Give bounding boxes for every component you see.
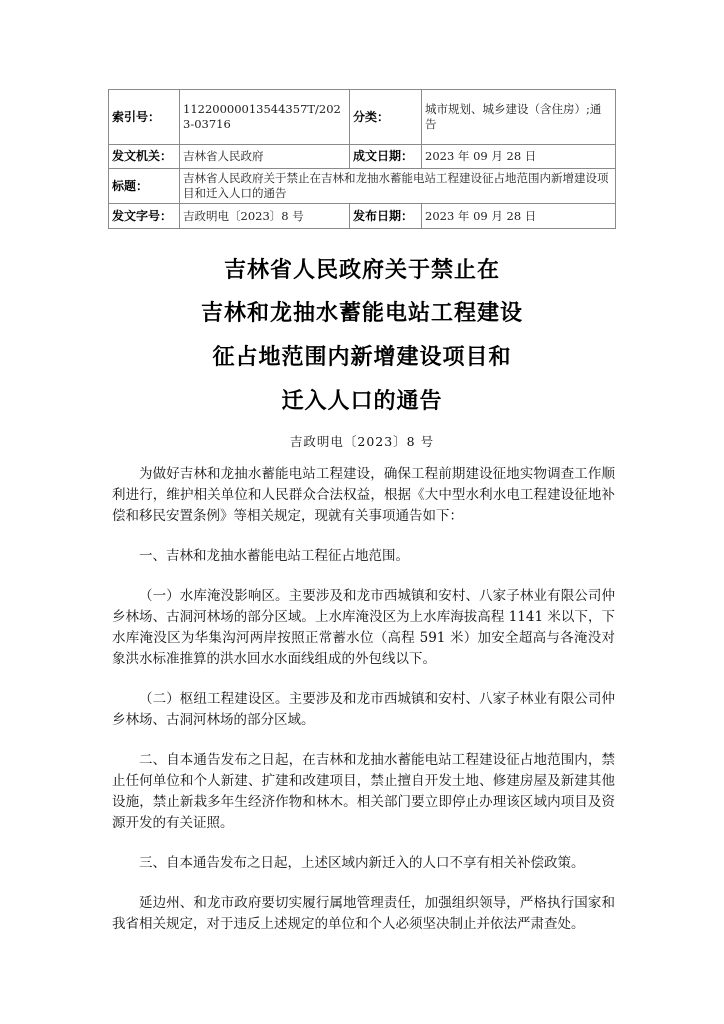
- title-line-3: 征占地范围内新增建设项目和: [212, 345, 512, 370]
- docno-label: 发文字号：: [109, 204, 180, 229]
- metadata-row-docno: [109, 204, 616, 229]
- title-line-1: 吉林省人民政府关于禁止在: [223, 258, 500, 283]
- paragraph-closing: 延边州、和龙市政府要切实履行属地管理责任，加强组织领导，严格执行国家和我省相关规定，对于违反上述规定的单位和个人必须坚决制止并依法严肃查处。: [112, 895, 615, 932]
- title-line-4: 迁入人口的通告: [281, 389, 443, 414]
- document-number: 吉政明电〔2023〕8 号: [289, 434, 435, 449]
- paragraph-section-1-1: （一）水库淹没影响区。主要涉及和龙市西城镇和安村、八家子林业有限公司仲乡林场、古洞河林场的部分区域。上水库淹没区为上水库海拔高程 1141 米以下，下水库淹没区为华集沟河两岸按照正常蓄水位（高程 591 米）加安全超高与各淹没对象洪水标准推算的洪水回水水面线组成的外包线以下。: [112, 588, 615, 667]
- subject-value: 吉林省人民政府关于禁止在吉林和龙抽水蓄能电站工程建设征占地范围内新增建设项目和迁入人口的通告: [180, 169, 616, 204]
- metadata-row-index: [109, 90, 616, 145]
- publish-value: 2023 年 09 月 28 日: [422, 204, 616, 229]
- index-label: 索引号：: [109, 90, 180, 145]
- date-label: 成文日期：: [350, 145, 422, 169]
- paragraph-intro: 为做好吉林和龙抽水蓄能电站工程建设，确保工程前期建设征地实物调查工作顺利进行，维护相关单位和人民群众合法权益，根据《大中型水利水电工程建设征地补偿和移民安置条例》等相关规定，现就有关事项通告如下：: [112, 466, 615, 524]
- paragraph-section-3: 三、自本通告发布之日起，上述区域内新迁入的人口不享有相关补偿政策。: [139, 855, 585, 871]
- paragraph-section-1: 一、吉林和龙抽水蓄能电站工程征占地范围。: [139, 548, 409, 564]
- document-metadata-table: [108, 89, 616, 229]
- date-value: 2023 年 09 月 28 日: [422, 145, 616, 169]
- metadata-row-issuer: [109, 145, 616, 169]
- publish-label: 发布日期：: [350, 204, 422, 229]
- title-line-2: 吉林和龙抽水蓄能电站工程建设: [200, 301, 523, 326]
- subject-label: 标题：: [109, 169, 180, 204]
- index-value: 11220000013544357T/2023-03716: [180, 90, 350, 145]
- category-label: 分类：: [350, 90, 422, 145]
- paragraph-section-1-2: （二）枢纽工程建设区。主要涉及和龙市西城镇和安村、八家子林业有限公司仲乡林场、古洞河林场的部分区域。: [112, 691, 615, 728]
- paragraph-section-2: 二、自本通告发布之日起，在吉林和龙抽水蓄能电站工程建设征占地范围内，禁止任何单位和个人新建、扩建和改建项目，禁止擅自开发土地、修建房屋及新建其他设施，禁止新栽多年生经济作物和林木。相关部门要立即停止办理该区域内项目及资源开发的有关证照。: [112, 752, 615, 831]
- metadata-row-subject: [109, 169, 616, 204]
- document-body: [112, 464, 615, 954]
- category-value: 城市规划、城乡建设（含住房）;通告: [422, 90, 616, 145]
- issuer-label: 发文机关：: [109, 145, 180, 169]
- issuer-value: 吉林省人民政府: [180, 145, 350, 169]
- docno-value: 吉政明电〔2023〕8 号: [180, 204, 350, 229]
